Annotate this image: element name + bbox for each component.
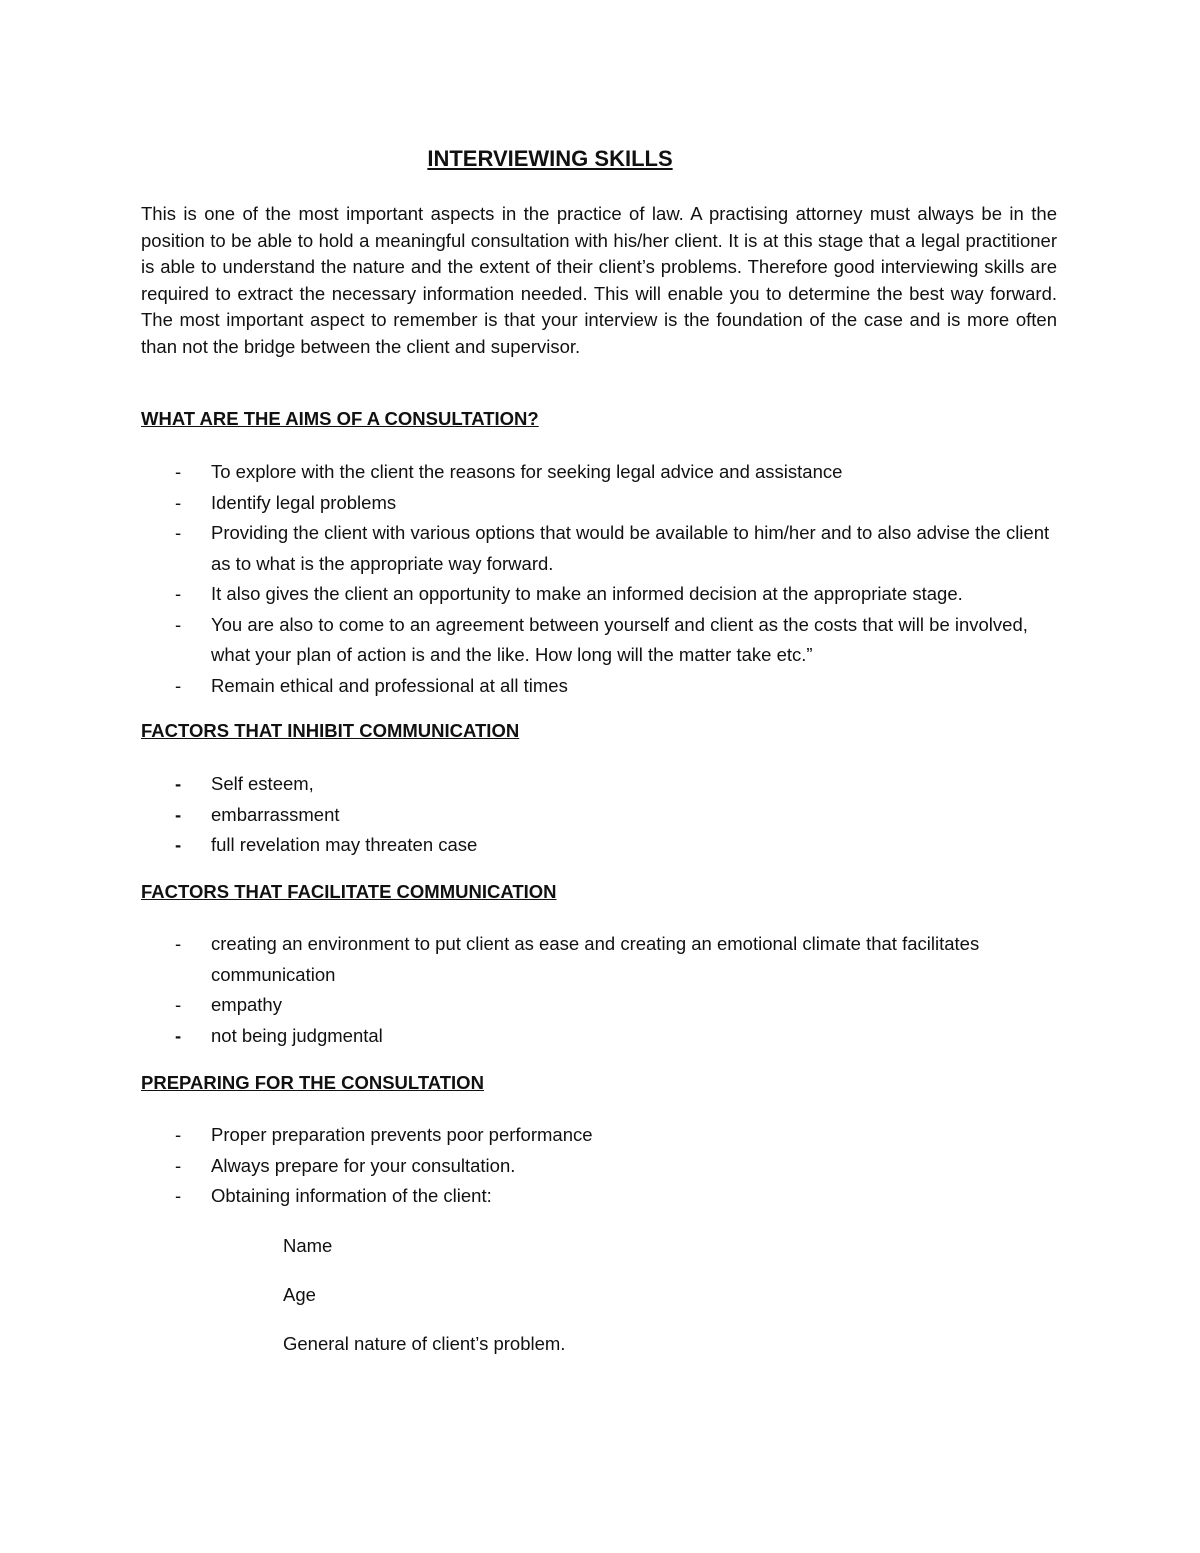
dash-bullet: - xyxy=(175,522,182,543)
aims-heading: WHAT ARE THE AIMS OF A CONSULTATION? xyxy=(141,408,539,429)
facilitate-list xyxy=(141,929,1061,1051)
list-item: - full revelation may threaten case xyxy=(141,830,1061,861)
list-item: - Identify legal problems xyxy=(141,488,1061,519)
list-item: - Providing the client with various options that would be available to him/her and to also advise the client as to what is the appropriate way forward. xyxy=(141,518,1061,579)
preparing-heading: PREPARING FOR THE CONSULTATION xyxy=(141,1072,484,1093)
list-item: - To explore with the client the reasons for seeking legal advice and assistance xyxy=(141,457,1061,488)
dash-bullet: - xyxy=(175,1185,182,1206)
list-item: - You are also to come to an agreement between yourself and client as the costs that will be involved, what your plan of action is and the like. How long will the matter take etc.” xyxy=(141,610,1061,671)
list-item: - embarrassment xyxy=(141,800,1061,831)
dash-bullet: - xyxy=(175,773,182,794)
intro-paragraph: This is one of the most important aspects in the practice of law. A practising attorney must always be in the position to be able to hold a meaningful consultation with his/her client. It is at this stage that a legal practitioner is able to understand the nature and the extent of their client’s problems. Therefore good interviewing skills are required to extract the necessary information needed. This will enable you to determine the best way forward. The most important aspect to remember is that your interview is the foundation of the case and is more often than not the bridge between the client and supervisor. xyxy=(141,203,1057,357)
dash-bullet: - xyxy=(175,1154,182,1176)
dash-bullet: - xyxy=(175,803,182,825)
dash-bullet: - xyxy=(175,491,182,513)
dash-bullet: - xyxy=(175,1124,182,1145)
list-item: - Self esteem, xyxy=(141,769,1061,800)
list-item: - Obtaining information of the client: xyxy=(141,1181,1061,1212)
preparing-list xyxy=(141,1120,1061,1212)
dash-bullet: - xyxy=(175,674,182,696)
list-item: - Proper preparation prevents poor performance xyxy=(141,1120,1061,1151)
list-item: - creating an environment to put client as ease and creating an emotional climate that facilitates communication xyxy=(141,929,1061,990)
client-info-name: Name xyxy=(283,1235,333,1256)
dash-bullet: - xyxy=(175,1024,182,1046)
dash-bullet: - xyxy=(175,933,182,954)
list-item: - empathy xyxy=(141,990,1061,1021)
dash-bullet: - xyxy=(175,834,182,855)
list-item: - Remain ethical and professional at all times xyxy=(141,671,1061,702)
page-title: INTERVIEWING SKILLS xyxy=(427,146,673,171)
dash-bullet: - xyxy=(175,994,182,1015)
dash-bullet: - xyxy=(175,583,182,604)
list-item: - not being judgmental xyxy=(141,1021,1061,1052)
inhibit-heading: FACTORS THAT INHIBIT COMMUNICATION xyxy=(141,720,520,741)
aims-list xyxy=(141,457,1061,701)
client-info-age: Age xyxy=(283,1284,316,1305)
dash-bullet: - xyxy=(175,613,182,635)
list-item: - It also gives the client an opportunity to make an informed decision at the appropriate stage. xyxy=(141,579,1061,610)
client-info-problem: General nature of client’s problem. xyxy=(283,1333,566,1354)
facilitate-heading: FACTORS THAT FACILITATE COMMUNICATION xyxy=(141,881,557,902)
inhibit-list xyxy=(141,769,1061,861)
list-item: - Always prepare for your consultation. xyxy=(141,1151,1061,1182)
dash-bullet: - xyxy=(175,461,182,482)
